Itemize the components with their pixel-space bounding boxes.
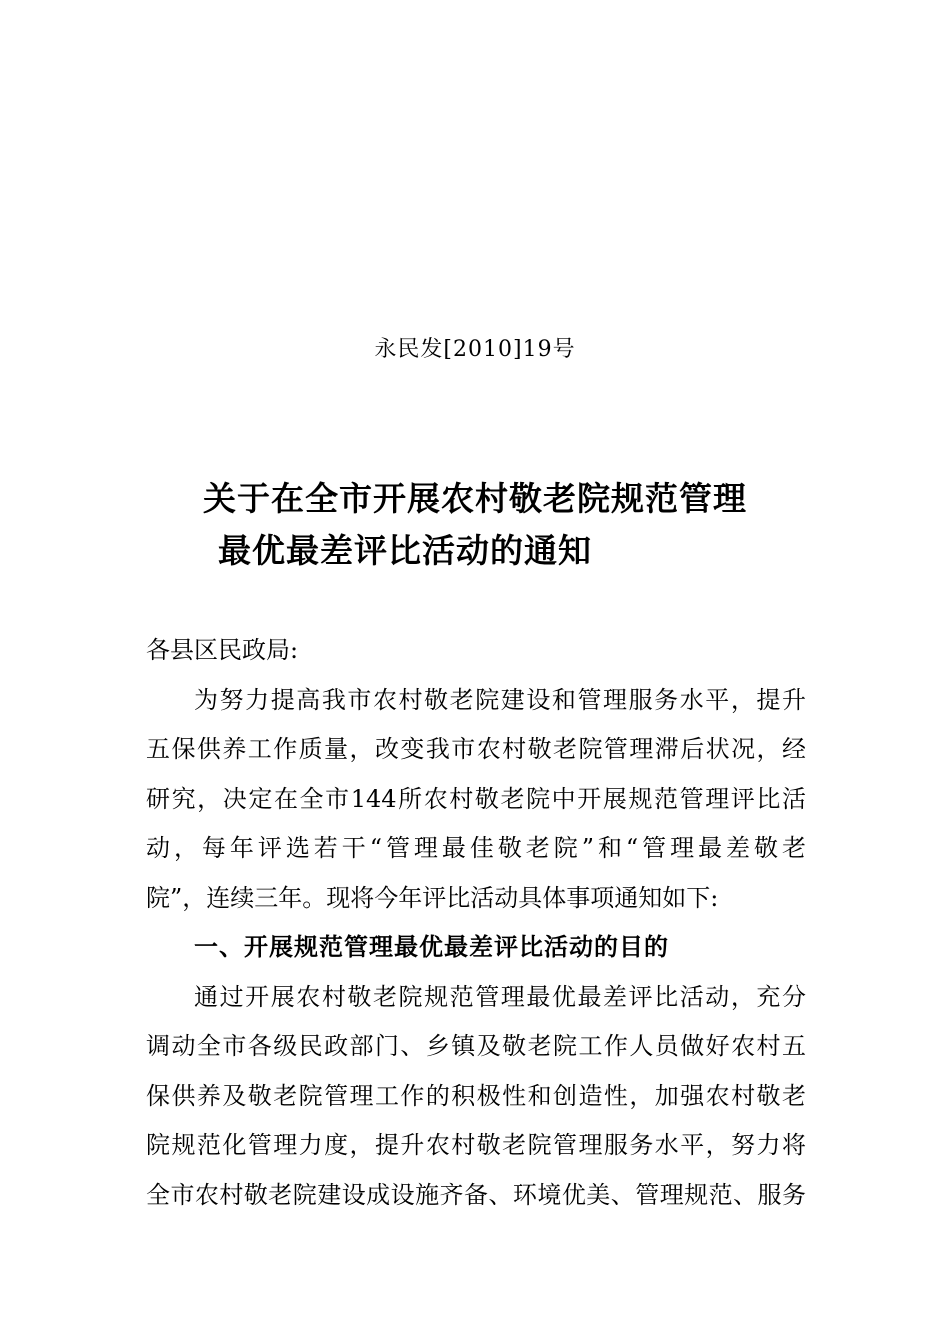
document-body (146, 626, 806, 1220)
paragraph-line: 动，每年评选若干“管理最佳敬老院”和“管理最差敬老 (146, 834, 806, 862)
paragraph-line: 五保供养工作质量，改变我市农村敬老院管理滞后状况，经 (146, 735, 806, 763)
paragraph-line: 保供养及敬老院管理工作的积极性和创造性，加强农村敬老 (146, 1081, 806, 1110)
paragraph-line: 为努力提高我市农村敬老院建设和管理服务水平，提升 (194, 685, 806, 714)
paragraph-line: 院”，连续三年。现将今年评比活动具体事项通知如下: (146, 883, 719, 912)
title-line-1: 关于在全市开展农村敬老院规范管理 (203, 479, 747, 518)
salutation: 各县区民政局: (146, 636, 299, 664)
document-number: 永民发[2010]19号 (374, 337, 576, 362)
paragraph-line: 全市农村敬老院建设成设施齐备、环境优美、管理规范、服务 (146, 1180, 806, 1209)
paragraph-purpose (146, 973, 806, 1221)
paragraph-intro (146, 676, 806, 924)
paragraph-line: 研究，决定在全市144所农村敬老院中开展规范管理评比活 (146, 784, 806, 813)
paragraph-line: 通过开展农村敬老院规范管理最优最差评比活动，充分 (194, 982, 806, 1011)
section-heading-1: 一、开展规范管理最优最差评比活动的目的 (194, 933, 669, 961)
document-title (0, 473, 950, 577)
title-line-2: 最优最差评比活动的通知 (218, 531, 592, 570)
paragraph-line: 调动全市各级民政部门、乡镇及敬老院工作人员做好农村五 (146, 1032, 806, 1060)
paragraph-line: 院规范化管理力度，提升农村敬老院管理服务水平，努力将 (146, 1131, 806, 1159)
